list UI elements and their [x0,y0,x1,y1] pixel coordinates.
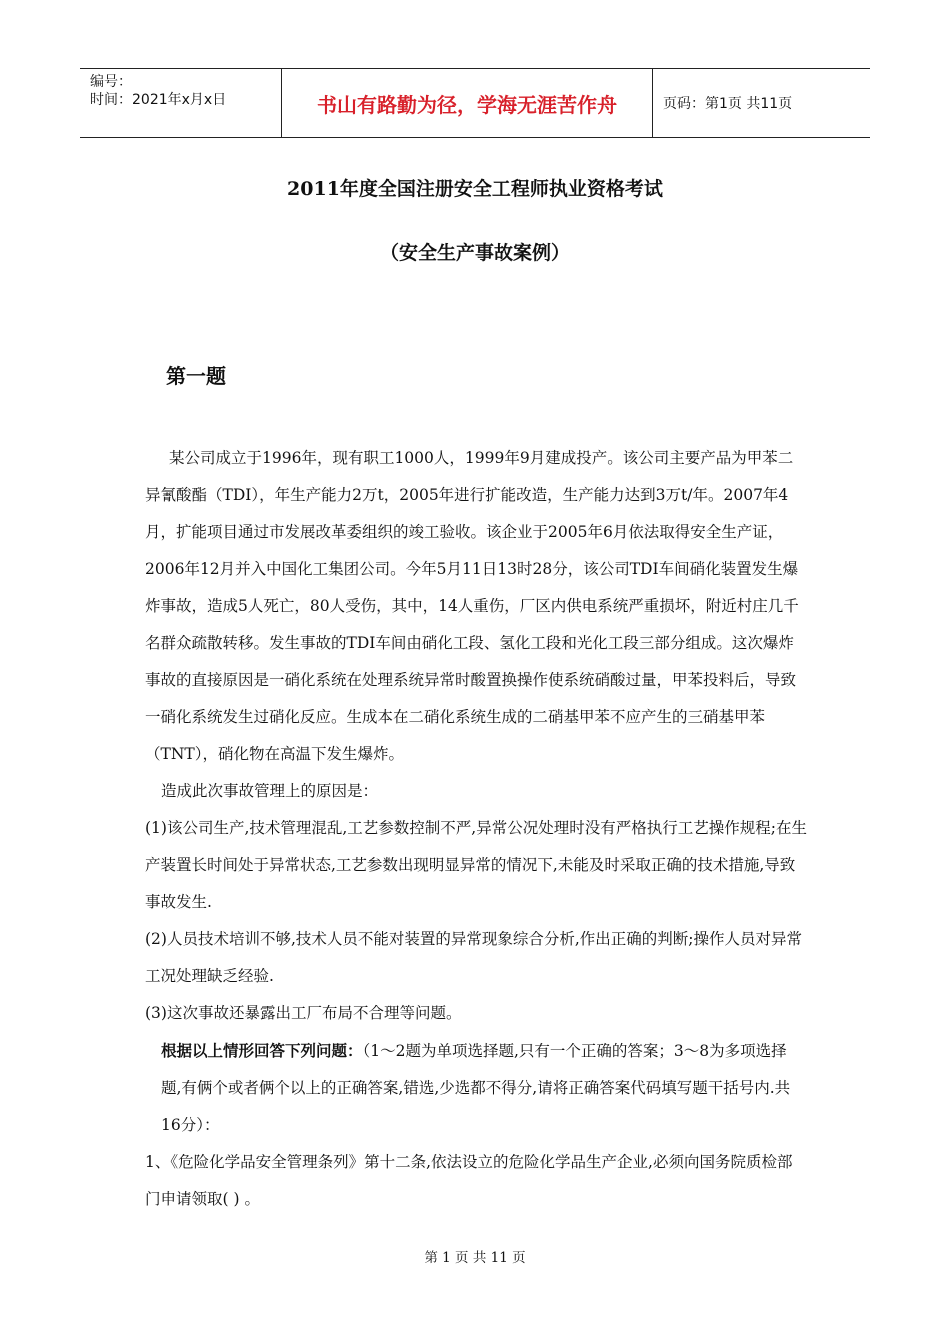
question-1: 1、《危险化学品安全管理条列》第十二条,依法设立的危险化学品生产企业,必须向国务院质检部门申请领取( ) 。 [145,1153,793,1208]
header-meta [80,69,281,137]
document-body [145,440,807,1218]
paragraph-question-instructions [145,1032,807,1144]
paragraph-cause-2: (2)人员技术培训不够,技术人员不能对装置的异常现象综合分析,作出正确的判断;操作人员对异常工况处理缺乏经验. [145,930,803,985]
time-label: 时间：2021年x月x日 [90,92,227,108]
question-lead: 根据以上情形回答下列问题： [161,1041,363,1060]
question-note: （1～2题为单项选择题,只有一个正确的答案；3～8为多项选择题,有俩个或者俩个以上的正确答案,错选,少选都不得分,请将正确答案代码填写题干括号内.共16分）： [161,1042,791,1134]
paragraph-cause-intro: 造成此次事故管理上的原因是： [161,782,379,800]
header-motto: 书山有路勤为径，学海无涯苦作舟 [281,69,653,137]
header-table [80,68,870,138]
paragraph-cause-1: (1)该公司生产,技术管理混乱,工艺参数控制不严,异常公况处理时没有严格执行工艺操作规程;在生产装置长时间处于异常状态,工艺参数出现明显异常的情况下,未能及时采取正确的技术措施,导致事故发生. [145,819,807,911]
number-label: 编号： [90,74,132,90]
paragraph-intro: 某公司成立于1996年，现有职工1000人，1999年9月建成投产。该公司主要产品为甲苯二异氰酸酯（TDI），年生产能力2万t，2005年进行扩能改造，生产能力达到3万t/年。2007年4月，扩能项目通过市发展改革委组织的竣工验收。该企业于2005年6月依法取得安全生产证，2006年12月并入中国化工集团公司。今年5月11日13时28分，该公司TDI车间硝化装置发生爆炸事故，造成5人死亡，80人受伤，其中，14人重伤，厂区内供电系统严重损坏，附近村庄几千名群众疏散转移。发生事故的TDI车间由硝化工段、氢化工段和光化工段三部分组成。这次爆炸事故的直接原因是一硝化系统在处理系统异常时酸置换操作使系统硝酸过量，甲苯投料后，导致一硝化系统发生过硝化反应。生成本在二硝化系统生成的二硝基甲苯不应产生的三硝基甲苯（TNT），硝化物在高温下发生爆炸。 [145,449,799,763]
document-title: 2011年度全国注册安全工程师执业资格考试 [287,178,663,200]
header-page-info: 页码：第1页 共11页 [663,96,793,112]
paragraph-cause-3: (3)这次事故还暴露出工厂布局不合理等问题。 [145,1004,462,1022]
document-subtitle: （安全生产事故案例） [379,242,570,264]
page-footer: 第 1 页 共 11 页 [424,1250,526,1266]
section-title: 第一题 [166,364,226,388]
